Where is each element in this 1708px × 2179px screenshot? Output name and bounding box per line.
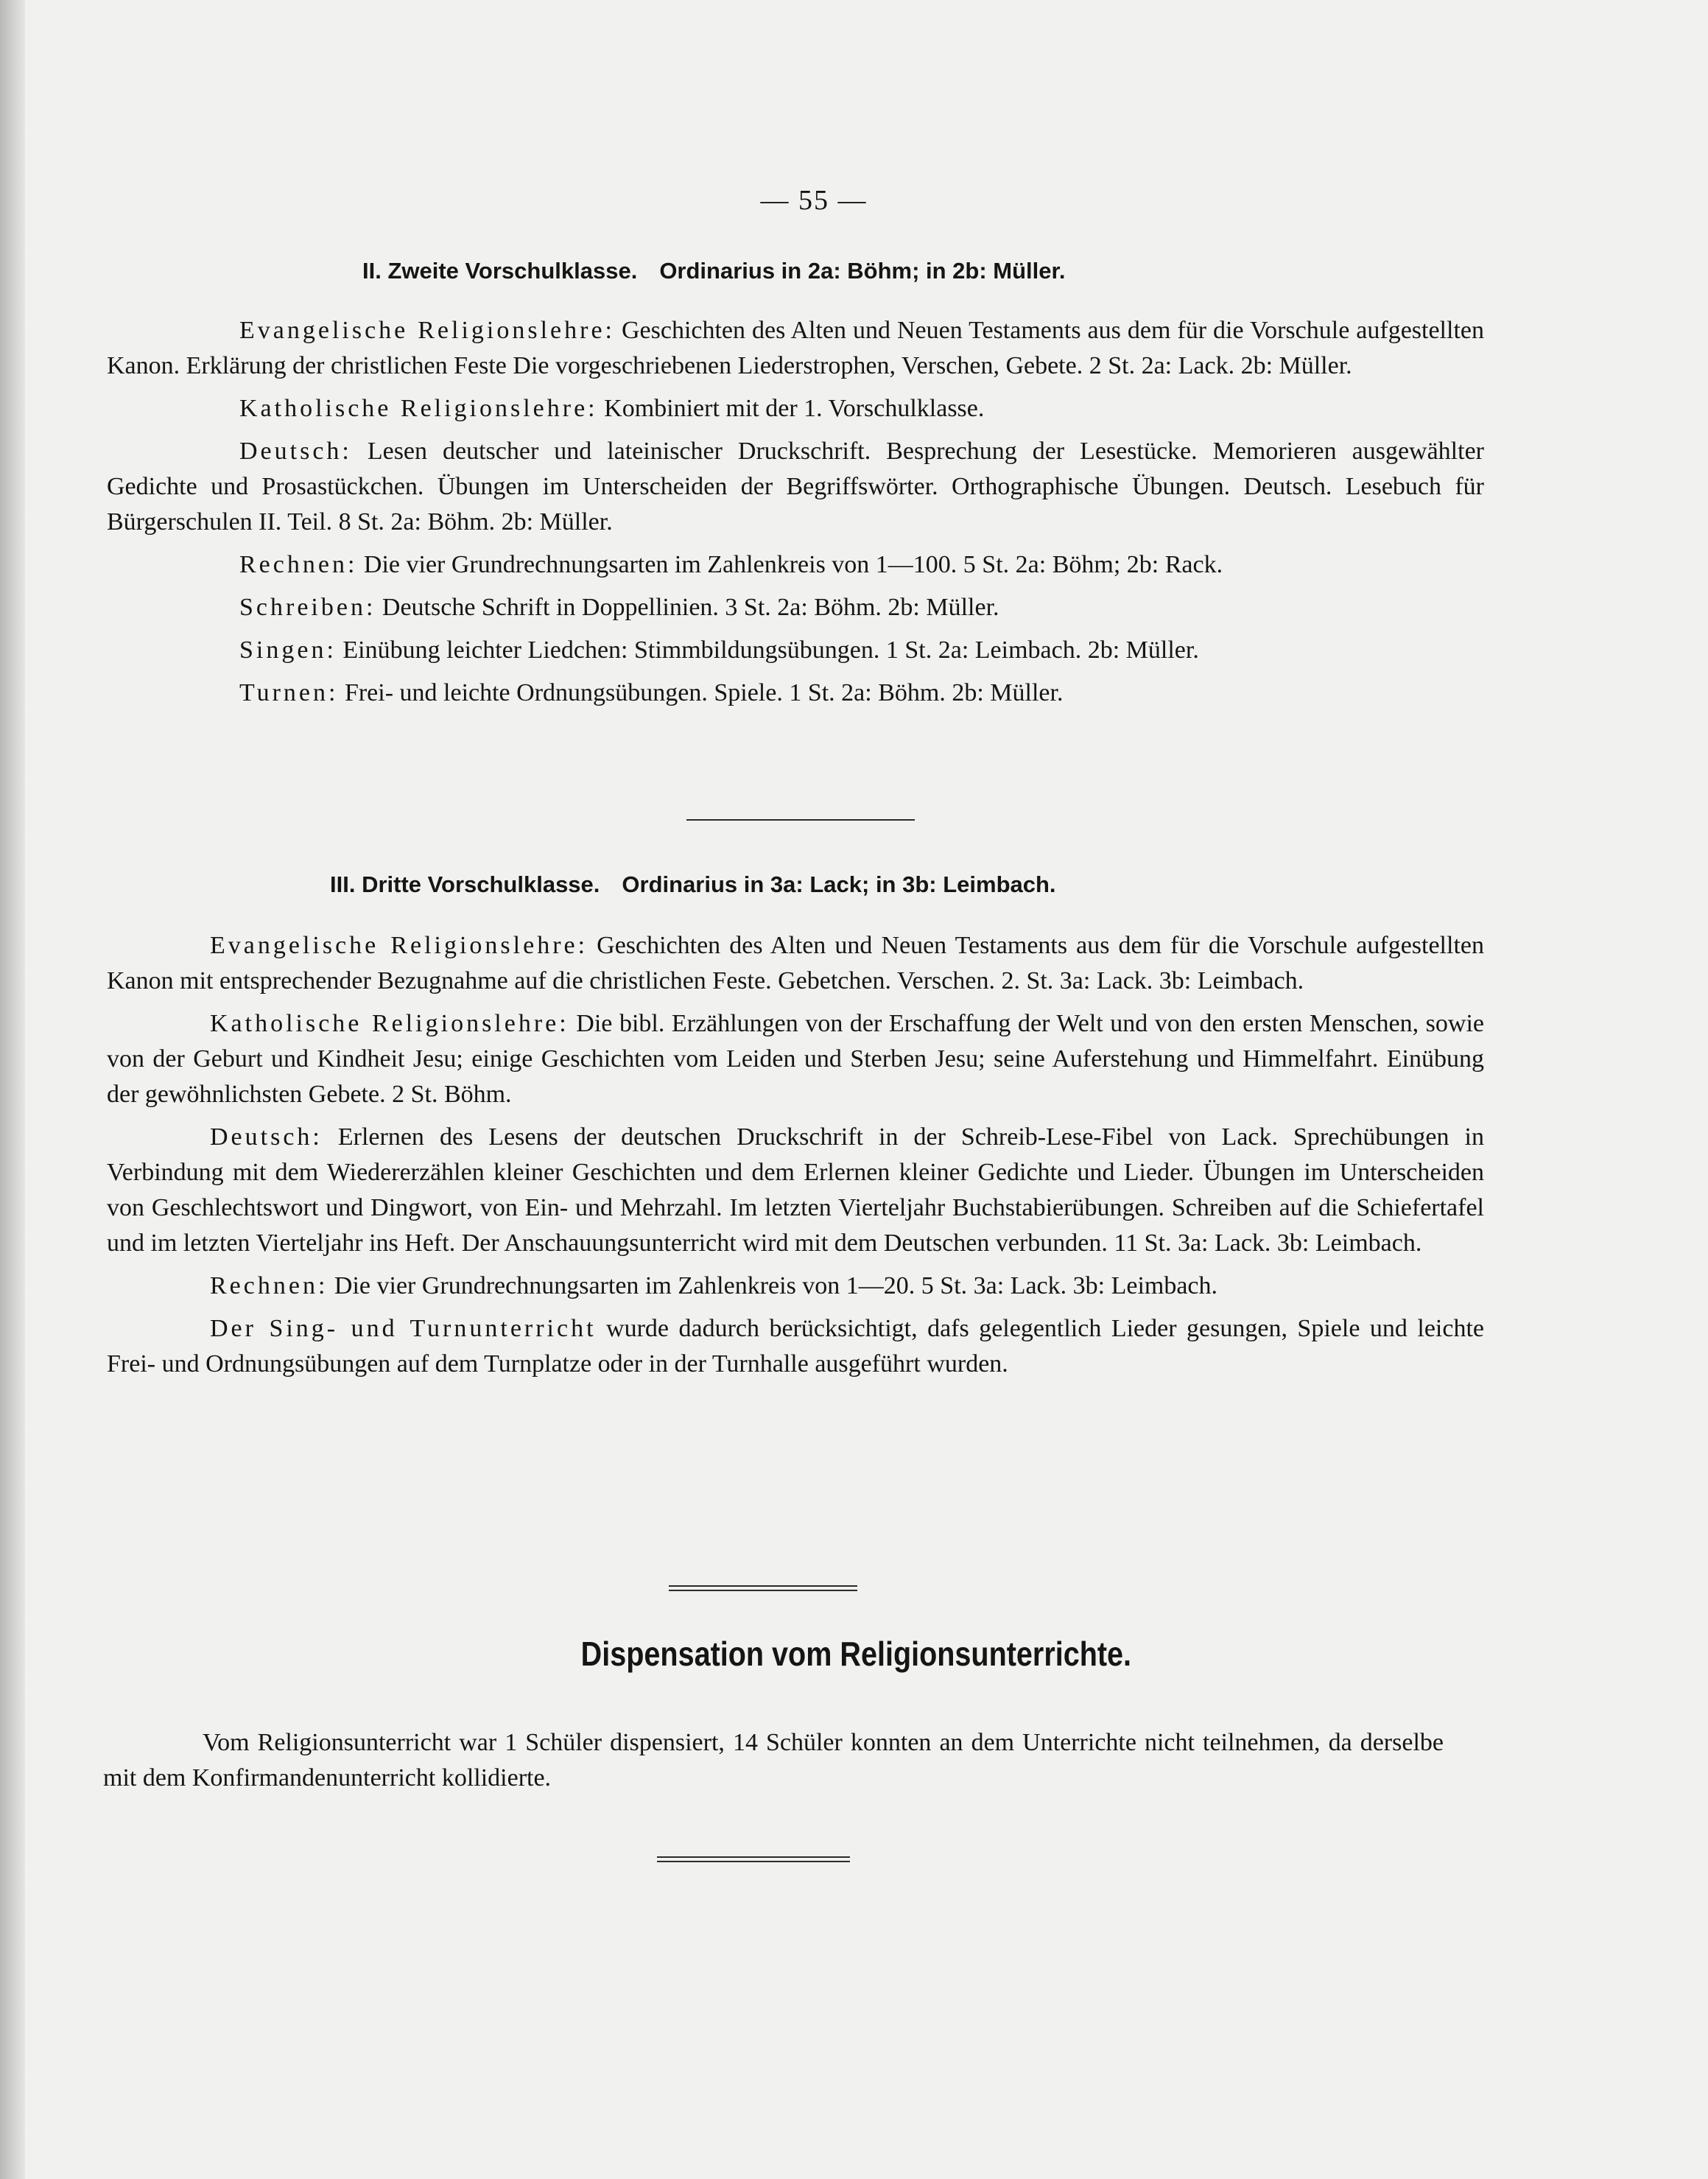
double-rule-divider: [669, 1585, 857, 1591]
entry-subject: Katholische Religionslehre:: [239, 395, 598, 422]
entry-subject: Schreiben:: [239, 594, 376, 621]
entry-subject: Katholische Religionslehre:: [210, 1010, 569, 1037]
entry-text: Geschichten des Alten und Neuen Testaments aus dem für die Vorschule aufgestellten Kanon. Erklärung der christlichen Feste Die vorgeschriebenen Liederstrophen, Verschen, Gebete. 2 St. 2a: Lack. 2b: Müller.: [107, 317, 1484, 379]
section-3-entry: [107, 1120, 1484, 1261]
entry-text: Einübung leichter Liedchen: Stimmbildungsübungen. 1 St. 2a: Leimbach. 2b: Müller.: [342, 636, 1199, 664]
section-3-entry: [107, 1269, 1484, 1304]
section-3-entry: [107, 1006, 1484, 1112]
section-2-heading: [362, 258, 1066, 284]
page-edge-shadow: [0, 0, 25, 2179]
section-2-entry: [107, 547, 1484, 583]
section-2-entry: [107, 676, 1484, 711]
section-3-entry: [107, 1311, 1484, 1382]
section-3-entry: [107, 928, 1484, 999]
section-3-heading: [330, 871, 1056, 898]
entry-subject: Turnen:: [239, 679, 339, 706]
entry-subject: Der Sing- und Turnunterricht: [210, 1315, 597, 1342]
entry-subject: Deutsch:: [239, 438, 352, 465]
dispensation-text: Vom Religionsunterricht war 1 Schüler dispensiert, 14 Schüler konnten an dem Unterrichte nicht teilnehmen, da derselbe mit dem Konfirmandenunterricht kollidierte.: [103, 1729, 1444, 1792]
entry-text: Kombiniert mit der 1. Vorschulklasse.: [604, 395, 985, 422]
section-2-class: II. Zweite Vorschulklasse.: [362, 258, 638, 284]
entry-text: Die bibl. Erzählungen von der Erschaffung der Welt und von den ersten Menschen, sowie von der Geburt und Kindheit Jesu; einige Geschichten vom Leiden und Sterben Jesu; seine Auferstehung und Himmelfahrt. Einübung der gewöhnlichsten Gebete. 2 St. Böhm.: [107, 1010, 1484, 1108]
section-2-entry: [107, 391, 1484, 427]
entry-subject: Rechnen:: [210, 1272, 328, 1299]
section-2-entry: [107, 590, 1484, 625]
entry-text: Geschichten des Alten und Neuen Testaments aus dem für die Vorschule aufgestellten Kanon mit entsprechender Bezugnahme auf die christlichen Feste. Gebetchen. Verschen. 2. St. 3a: Lack. 3b: Leimbach.: [107, 932, 1484, 994]
entry-text: wurde dadurch berücksichtigt, dafs gelegentlich Lieder gesungen, Spiele und leichte Frei- und Ordnungsübungen auf dem Turnplatze oder in der Turnhalle ausgeführt wurden.: [107, 1315, 1484, 1378]
entry-text: Erlernen des Lesens der deutschen Druckschrift in der Schreib-Lese-Fibel von Lack. Sprechübungen in Verbindung mit dem Wiedererzählen kleiner Geschichten und dem Erlernen kleiner Gedichte und Lieder. Übungen im Unterscheiden von Geschlechtswort und Dingwort, von Ein- und Mehrzahl. Im letzten Vierteljahr Buchstabierübungen. Schreiben auf die Schiefertafel und im letzten Vierteljahr ins Heft. Der Anschauungsunterricht wird mit dem Deutschen verbunden. 11 St. 3a: Lack. 3b: Leimbach.: [107, 1123, 1484, 1257]
entry-subject: Evangelische Religionslehre:: [239, 317, 615, 344]
section-2-entry: [107, 313, 1484, 384]
section-3-entries: [107, 928, 1484, 1389]
section-2-ordinarius: Ordinarius in 2a: Böhm; in 2b: Müller.: [659, 258, 1066, 284]
section-3-ordinarius: Ordinarius in 3a: Lack; in 3b: Leimbach.: [622, 871, 1056, 897]
entry-subject: Evangelische Religionslehre:: [210, 932, 588, 959]
dispensation-heading: Dispensation vom Religionsunterrichte.: [580, 1635, 1132, 1673]
section-2-entry: [107, 434, 1484, 540]
section-divider: [686, 819, 915, 821]
entry-subject: Rechnen:: [239, 551, 358, 578]
entry-text: Die vier Grundrechnungsarten im Zahlenkreis von 1—20. 5 St. 3a: Lack. 3b: Leimbach.: [334, 1272, 1218, 1299]
entry-text: Lesen deutscher und lateinischer Druckschrift. Besprechung der Lesestücke. Memorieren ausgewählter Gedichte und Prosastückchen. Übungen im Unterscheiden der Begriffswörter. Orthographische Übungen. Deutsch. Lesebuch für Bürgerschulen II. Teil. 8 St. 2a: Böhm. 2b: Müller.: [107, 438, 1484, 536]
entry-subject: Singen:: [239, 636, 337, 664]
entry-subject: Deutsch:: [210, 1123, 323, 1151]
page-number: — 55 —: [760, 185, 868, 216]
entry-text: Deutsche Schrift in Doppellinien. 3 St. 2a: Böhm. 2b: Müller.: [382, 594, 999, 621]
entry-text: Frei- und leichte Ordnungsübungen. Spiele. 1 St. 2a: Böhm. 2b: Müller.: [344, 679, 1064, 706]
section-3-class: III. Dritte Vorschulklasse.: [330, 871, 600, 897]
section-2-entries: [107, 313, 1484, 718]
entry-text: Die vier Grundrechnungsarten im Zahlenkreis von 1—100. 5 St. 2a: Böhm; 2b: Rack.: [363, 551, 1223, 578]
section-2-entry: [107, 633, 1484, 668]
end-double-rule: [657, 1856, 850, 1862]
